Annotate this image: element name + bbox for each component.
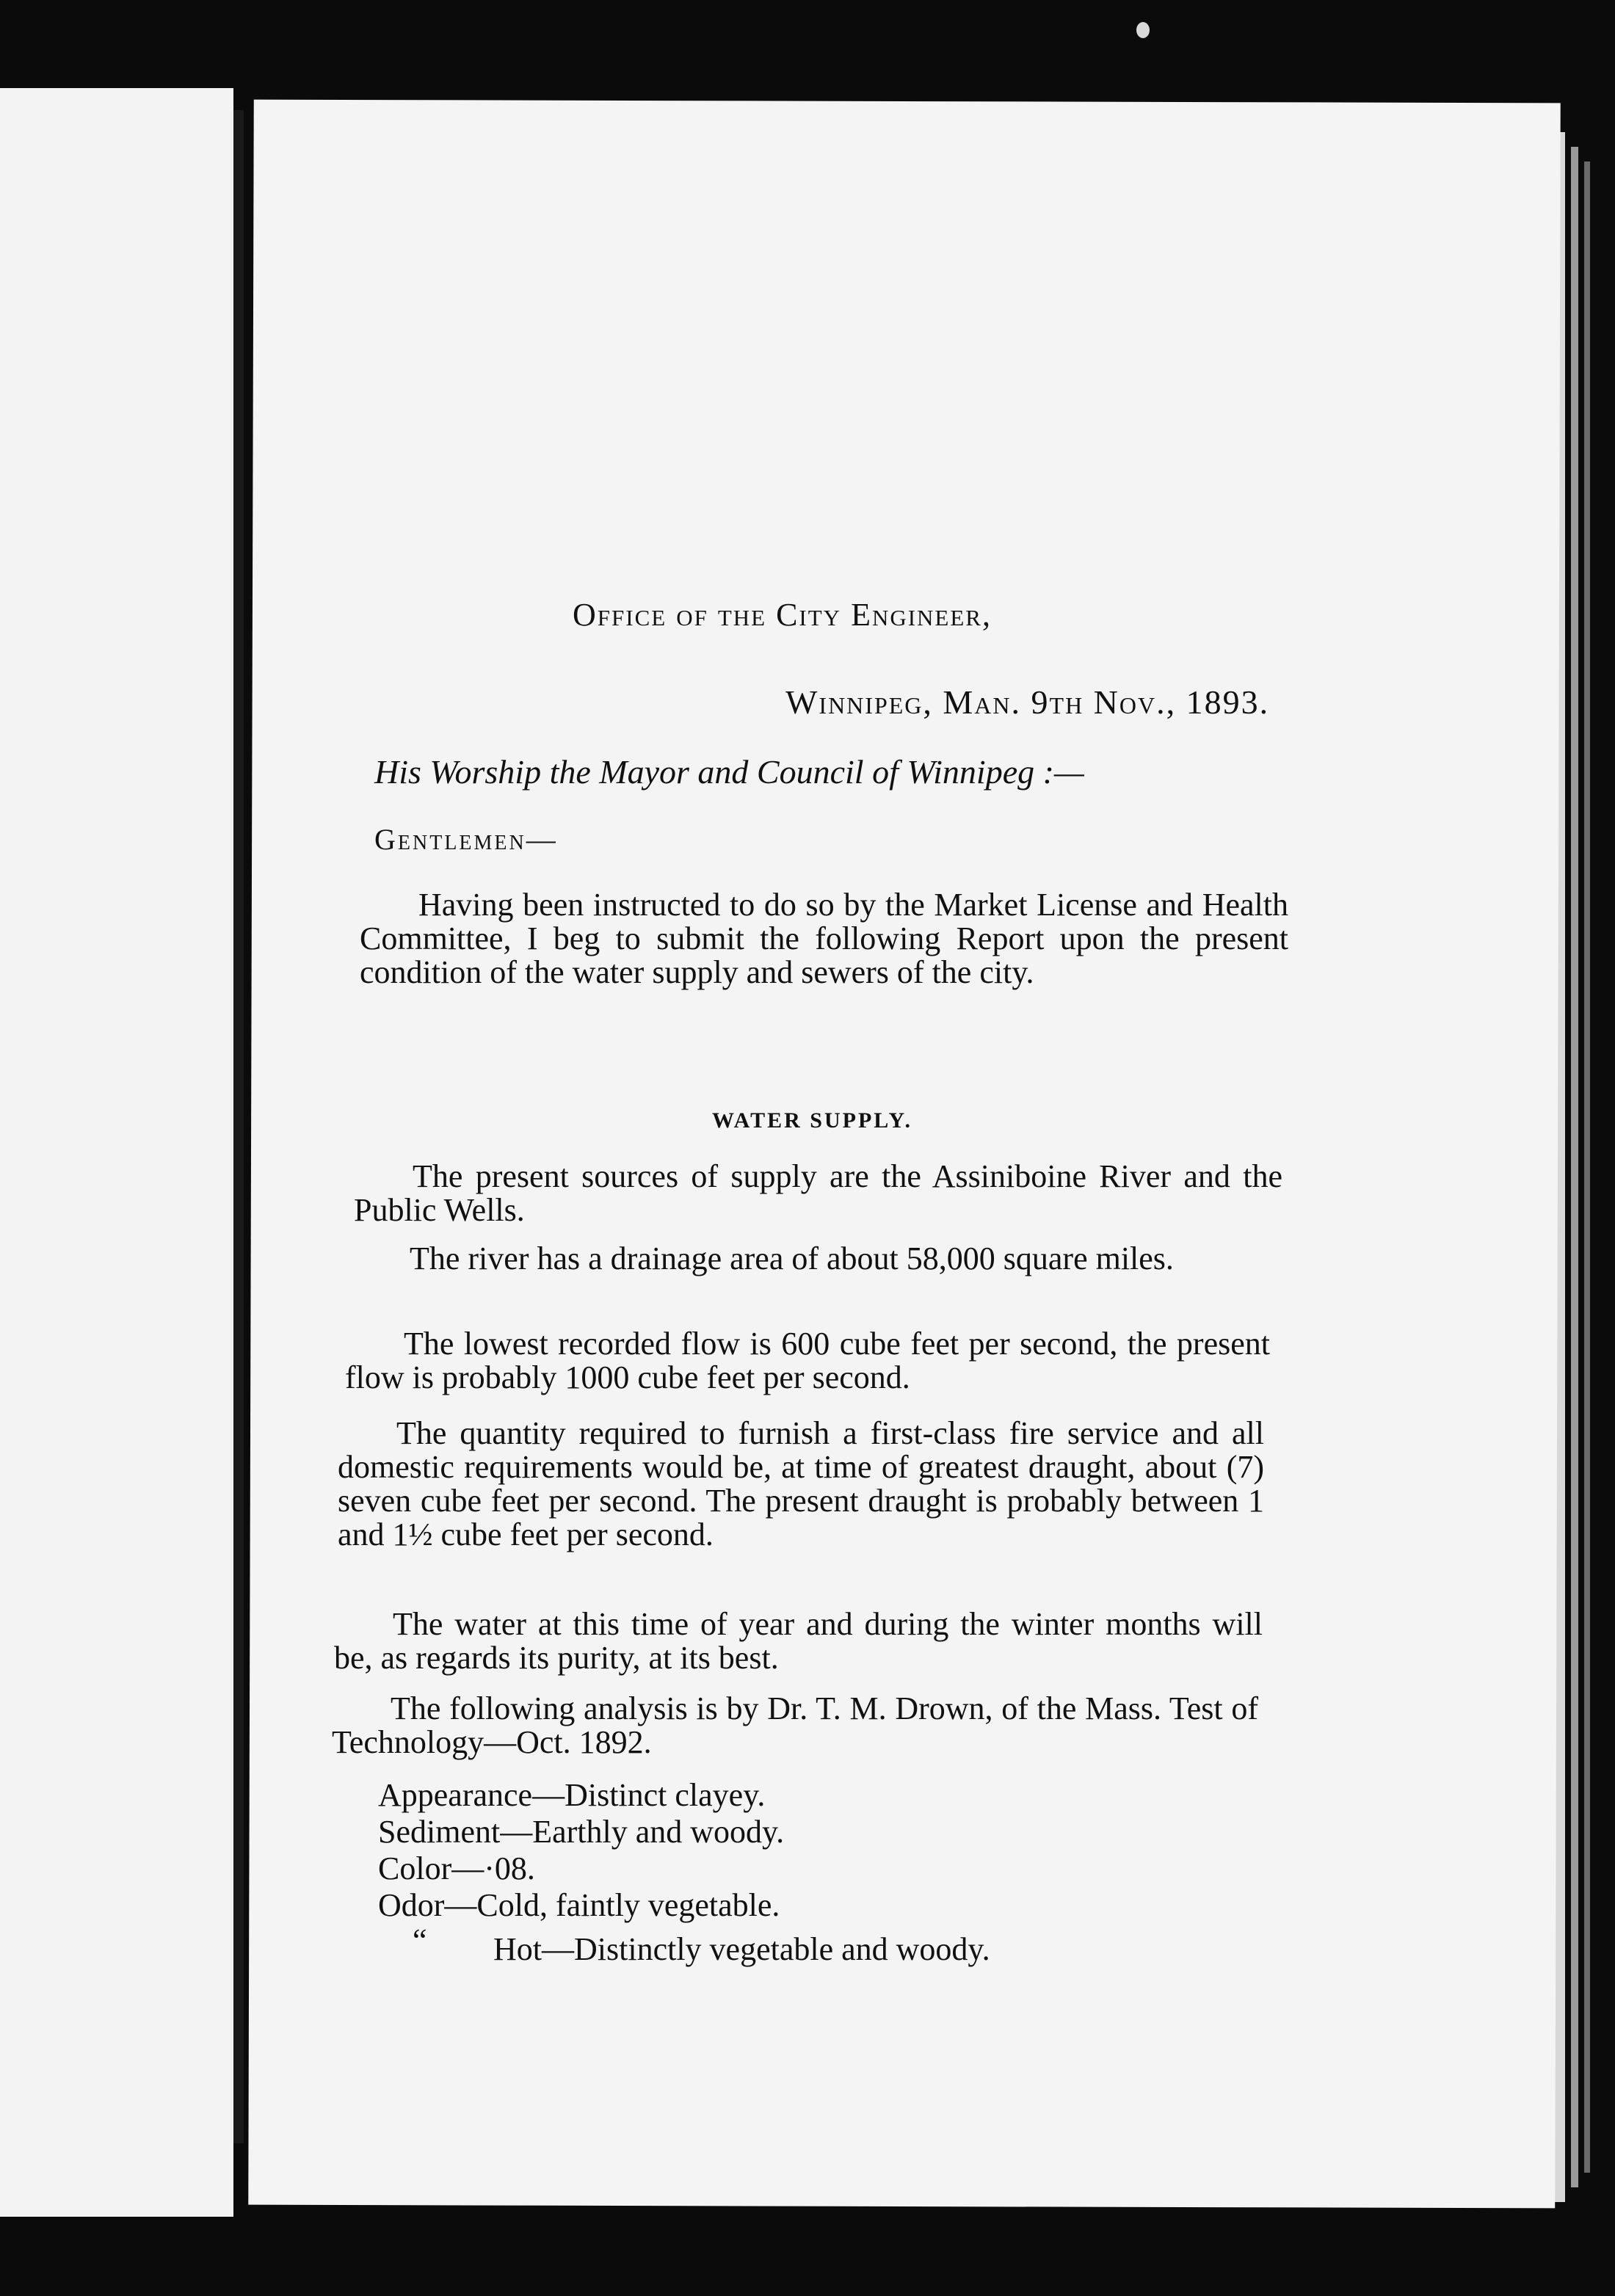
paragraph-text: The lowest recorded flow is 600 cube feet per second, the present flow is probably 1000 cube feet per second. bbox=[345, 1326, 1270, 1395]
analysis-item: Hot—Distinctly vegetable and woody. bbox=[493, 1931, 990, 1967]
paragraph bbox=[345, 1327, 1270, 1395]
analysis-item: Color—·08. bbox=[378, 1850, 535, 1886]
paragraph bbox=[332, 1692, 1258, 1759]
dateline: Winnipeg, Man. 9th Nov., 1893. bbox=[785, 683, 1270, 721]
paragraph-text: The quantity required to furnish a first-class fire service and all domestic requirements would be, at time of greatest draught, about (7) seven cube feet per second. The present draught is probably between 1 and 1½ cube feet per second. bbox=[338, 1415, 1264, 1552]
paragraph-text: The river has a drainage area of about 58,000 square miles. bbox=[410, 1240, 1174, 1276]
paragraph bbox=[354, 1160, 1282, 1227]
ditto-mark: “ bbox=[413, 1922, 427, 1958]
paragraph-text: The water at this time of year and during the winter months will be, as regards its purity, at its best. bbox=[334, 1606, 1263, 1676]
intro-text: Having been instructed to do so by the Market License and Health Committee, I beg to submit the following Report upon the present condition of the water supply and sewers of the city. bbox=[360, 887, 1288, 990]
facing-page bbox=[0, 88, 233, 2217]
scan-speck bbox=[1136, 22, 1150, 38]
analysis-item: Appearance—Distinct clayey. bbox=[378, 1777, 766, 1813]
paragraph bbox=[338, 1417, 1264, 1552]
analysis-item: Sediment—Earthly and woody. bbox=[378, 1814, 785, 1850]
paragraph-text: The present sources of supply are the Assiniboine River and the Public Wells. bbox=[354, 1158, 1282, 1228]
salutation: His Worship the Mayor and Council of Winnipeg :— bbox=[374, 753, 1084, 791]
page-edge bbox=[1584, 161, 1590, 2173]
book-gutter bbox=[233, 110, 244, 2143]
paragraph bbox=[334, 1607, 1263, 1675]
section-title: WATER SUPPLY. bbox=[712, 1108, 912, 1133]
greeting: Gentlemen— bbox=[374, 823, 558, 856]
analysis-item: Odor—Cold, faintly vegetable. bbox=[378, 1887, 780, 1923]
paragraph bbox=[351, 1242, 1272, 1276]
page-edge bbox=[1571, 147, 1578, 2187]
paragraph-text: The following analysis is by Dr. T. M. Drown, of the Mass. Test of Technology—Oct. 1892. bbox=[332, 1690, 1258, 1760]
intro-paragraph bbox=[360, 888, 1288, 989]
office-heading: Office of the City Engineer, bbox=[573, 597, 992, 633]
